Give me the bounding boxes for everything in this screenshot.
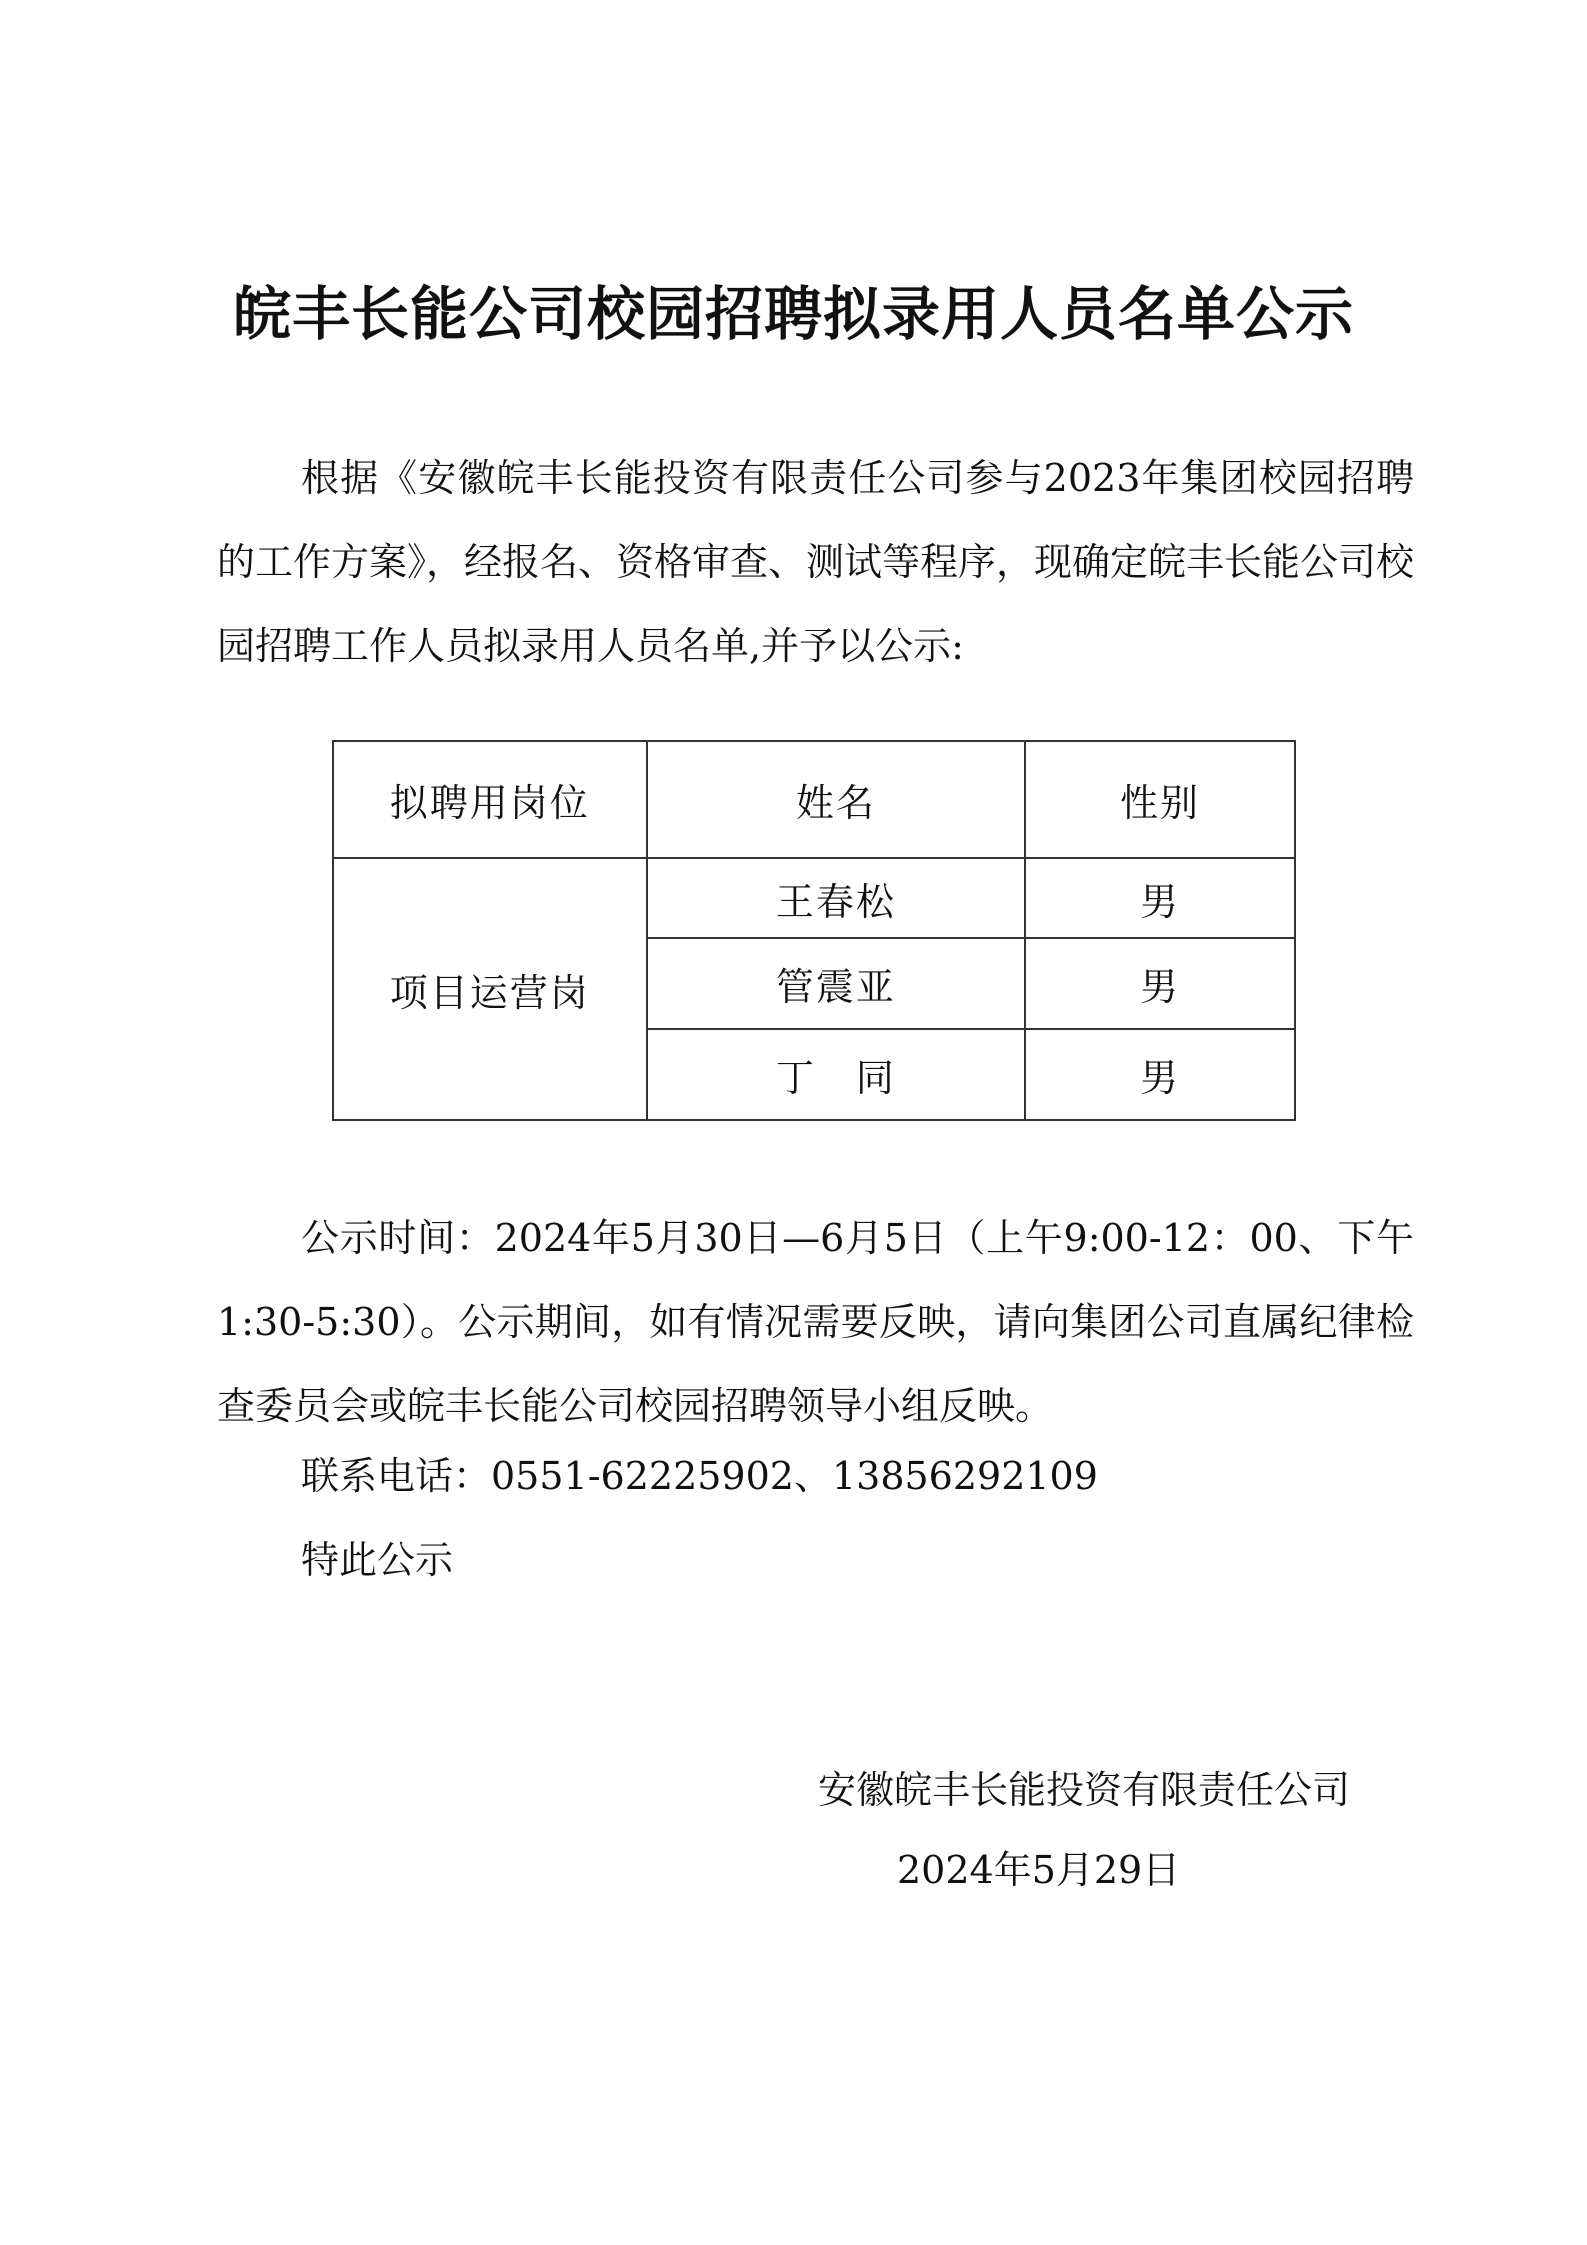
gender-cell: 男 xyxy=(1025,1029,1295,1120)
table-header-row xyxy=(333,741,1295,858)
name-cell: 王春松 xyxy=(647,858,1026,938)
contact-line: 联系电话：0551-62225902、13856292109 xyxy=(301,1454,1098,1498)
table-row xyxy=(333,858,1295,938)
name-cell: 丁 同 xyxy=(647,1029,1026,1120)
gender-cell: 男 xyxy=(1025,938,1295,1029)
signature-date: 2024年5月29日 xyxy=(897,1848,1181,1892)
signature-organization: 安徽皖丰长能投资有限责任公司 xyxy=(818,1768,1351,1812)
header-position: 拟聘用岗位 xyxy=(333,741,647,858)
notice-paragraph: 公示时间：2024年5月30日—6月5日（上午9:00-12：00、下午1:30-5:30）。公示期间，如有情况需要反映，请向集团公司直属纪律检查委员会或皖丰长能公司校园招聘领导小组反映。 xyxy=(217,1216,1414,1428)
header-name: 姓名 xyxy=(647,741,1026,858)
intro-paragraph: 根据《安徽皖丰长能投资有限责任公司参与2023年集团校园招聘的工作方案》，经报名、资格审查、测试等程序，现确定皖丰长能公司校园招聘工作人员拟录用人员名单,并予以公示: xyxy=(217,456,1415,668)
gender-cell: 男 xyxy=(1025,858,1295,938)
page-title: 皖丰长能公司校园招聘拟录用人员名单公示 xyxy=(232,280,1354,348)
closing-line: 特此公示 xyxy=(301,1538,454,1582)
hiring-table xyxy=(332,740,1296,1121)
position-cell: 项目运营岗 xyxy=(333,858,647,1120)
name-cell: 管震亚 xyxy=(647,938,1026,1029)
header-gender: 性别 xyxy=(1025,741,1295,858)
